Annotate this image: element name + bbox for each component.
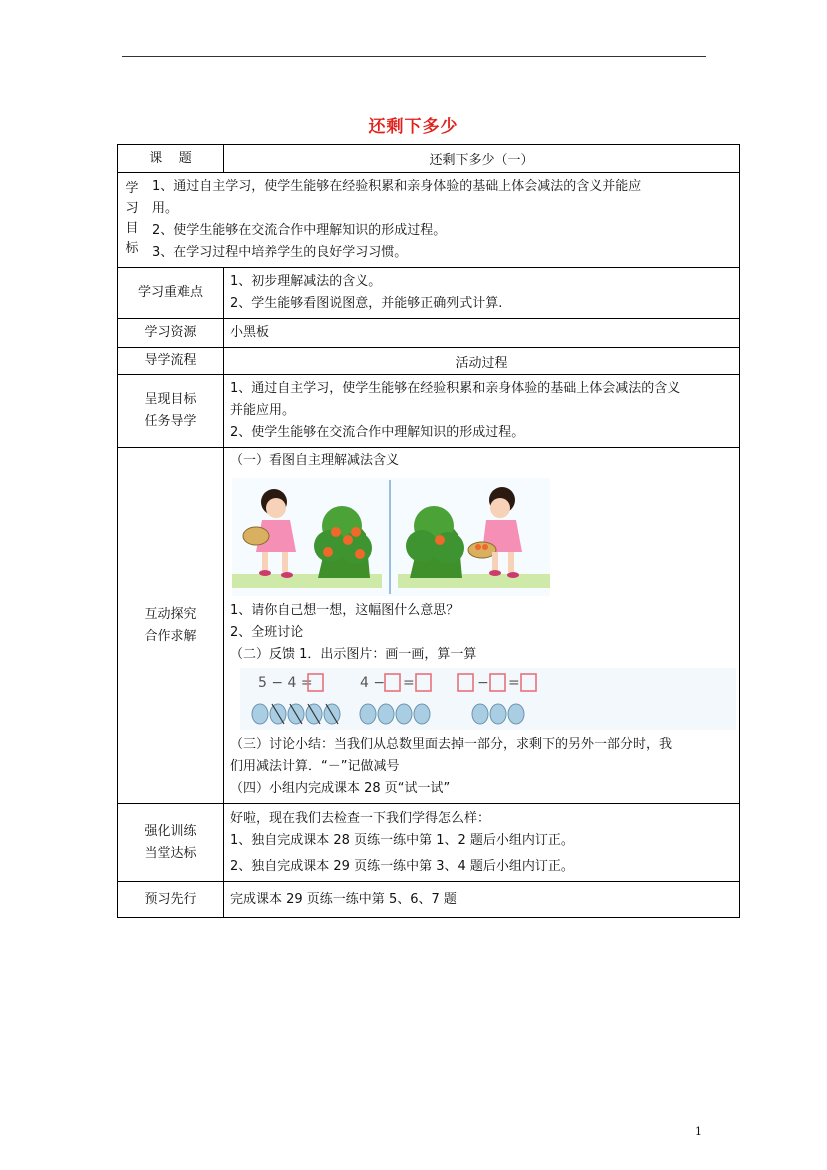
- present-label-line: 任务导学: [144, 414, 197, 429]
- equation-2-lhs: 4 −: [360, 675, 386, 691]
- draw-and-calculate-figure: [240, 668, 736, 730]
- equation-3-minus: −: [477, 675, 489, 691]
- question-1: 1、请你自己想一想，这幅图什么意思？: [230, 603, 460, 618]
- page-title: 还剩下多少: [368, 117, 459, 137]
- section-3-line-1: （三）讨论小结：当我们从总数里面去掉一部分，求剩下的另外一部分时，我: [230, 737, 673, 752]
- practice-label-line: 强化训练: [144, 823, 197, 839]
- resources-label: 学习资源: [118, 319, 224, 348]
- flow-value: 活动过程: [224, 348, 740, 375]
- header-rule: [122, 56, 706, 57]
- interact-label-line: 互动探究: [144, 606, 197, 622]
- practice-label-line: 当堂达标: [144, 845, 197, 861]
- goal-item: 3、在学习过程中培养学生的良好学习习惯。: [152, 245, 408, 260]
- preview-label: 预习先行: [118, 882, 224, 918]
- illustration-svg: [232, 478, 550, 596]
- present-item: 并能应用。: [230, 403, 296, 418]
- key-point-item: 1、初步理解减法的含义。: [230, 274, 382, 289]
- row-flow: [118, 348, 740, 375]
- present-item: 2、使学生能够在交流合作中理解知识的形成过程。: [230, 425, 525, 440]
- goals-label: 学 习 目 标: [118, 177, 147, 263]
- key-point-item: 2、学生能够看图说图意，并能够正确列式计算.: [230, 296, 503, 311]
- row-topic: [118, 145, 740, 173]
- equation-1: 5 − 4 =: [258, 675, 313, 691]
- practice-item: 2、独自完成课本 29 页练一练中第 3、4 题后小组内订正。: [230, 858, 574, 874]
- row-preview: [118, 882, 740, 918]
- question-2: 2、全班讨论: [230, 625, 304, 640]
- picking-oranges-illustration: [232, 478, 550, 596]
- equation-2-eq: =: [403, 675, 415, 691]
- section-3-line-2: 们用减法计算．“－”记做减号: [230, 759, 400, 774]
- interact-label-line: 合作求解: [144, 628, 197, 644]
- lesson-plan-table: [117, 144, 740, 918]
- section-1-heading: （一）看图自主理解减法含义: [230, 453, 400, 468]
- flow-label: 导学流程: [118, 348, 224, 375]
- row-resources: [118, 319, 740, 348]
- resources-value: 小黑板: [224, 319, 740, 348]
- equation-3-eq: =: [508, 675, 520, 691]
- preview-value: 完成课本 29 页练一练中第 5、6、7 题: [224, 882, 740, 918]
- present-label-line: 呈现目标: [144, 392, 197, 407]
- row-present: [118, 375, 740, 448]
- row-key-points: [118, 268, 740, 319]
- practice-item: 1、独自完成课本 28 页练一练中第 1、2 题后小组内订正。: [230, 832, 574, 848]
- present-item: 1、通过自主学习，使学生能够在经验积累和亲身体验的基础上体会减法的含义: [230, 381, 681, 396]
- key-points-label: 学习重难点: [118, 268, 224, 319]
- row-goals: [118, 173, 740, 268]
- section-2-heading: （二）反馈 1．出示图片：画一画，算一算: [230, 647, 477, 662]
- row-interact: [118, 448, 740, 804]
- goal-item: 2、使学生能够在交流合作中理解知识的形成过程。: [152, 223, 447, 238]
- topic-label: 课 题: [149, 150, 192, 166]
- row-practice: [118, 804, 740, 882]
- bubble-group-3: [472, 704, 524, 724]
- goals-content: [146, 173, 662, 268]
- practice-item: 好啦，现在我们去检查一下我们学得怎么样：: [230, 810, 491, 826]
- page-number: 1: [695, 1125, 702, 1138]
- goal-item: 1、通过自主学习，使学生能够在经验积累和亲身体验的基础上体会减法的含义并能应用。: [152, 179, 642, 216]
- topic-value: 还剩下多少（一）: [224, 145, 740, 173]
- section-4-heading: （四）小组内完成课本 28 页“试一试”: [230, 781, 451, 796]
